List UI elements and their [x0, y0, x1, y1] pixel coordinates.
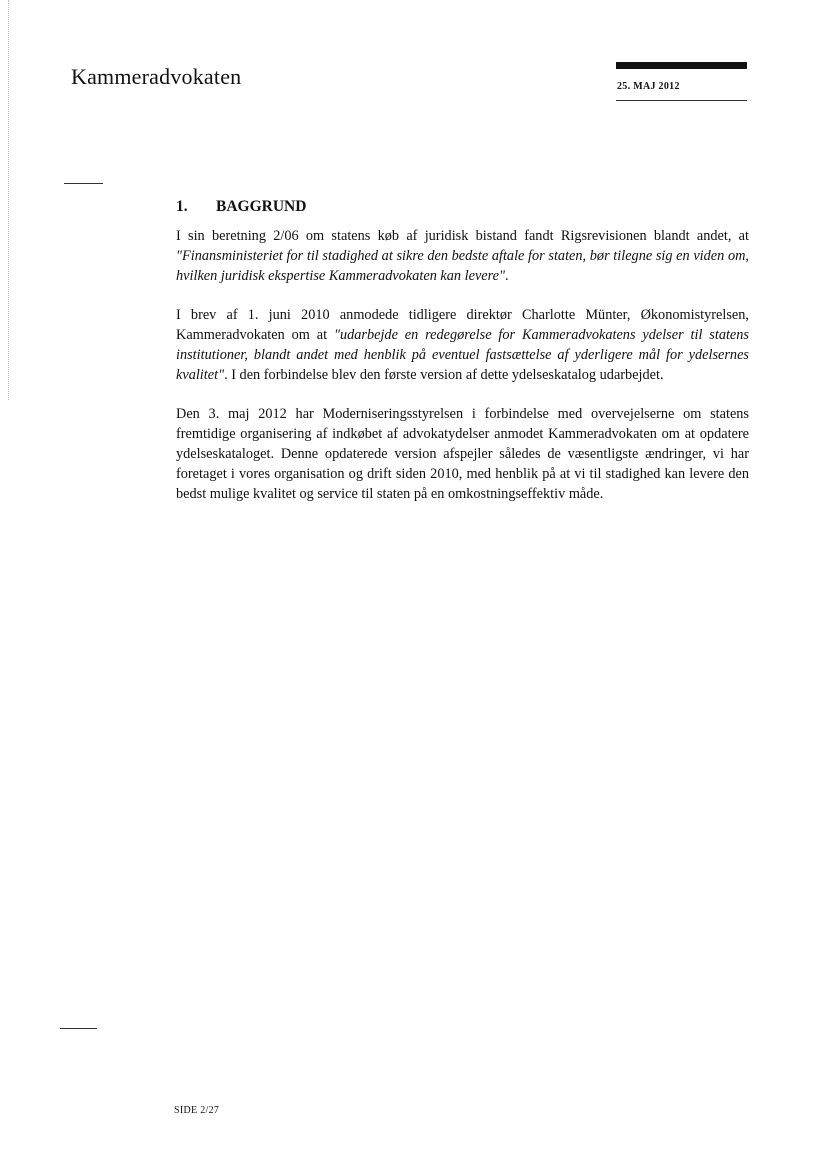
margin-rule-bottom — [60, 1028, 97, 1029]
section-heading — [176, 198, 749, 216]
paragraph-2-quote: "udarbejde en redegørelse for Kammeradvokatens ydelser til statens institutioner, blandt andet med henblik på eventuel fastsættelse af yderligere mål for ydelsernes kvalitet" — [176, 327, 749, 383]
paragraph-2-end: . I den forbindelse blev den første version af dette ydelseskatalog udarbejdet. — [224, 367, 664, 383]
margin-rule-top — [64, 183, 103, 184]
body-content — [176, 198, 749, 523]
date-underline — [616, 100, 747, 101]
header-black-bar — [616, 62, 747, 69]
paragraph-1 — [176, 226, 749, 286]
paragraph-2 — [176, 305, 749, 385]
paragraph-1-end: . — [505, 268, 509, 284]
scan-edge-line — [8, 0, 9, 400]
document-date: 25. MAJ 2012 — [617, 81, 680, 92]
section-number: 1. — [176, 198, 188, 215]
paragraph-1-quote: "Finansministeriet for til stadighed at sikre den bedste aftale for staten, bør tilegne sig en viden om, hvilken juridisk ekspertise Kammeradvokaten kan levere" — [176, 248, 749, 284]
paragraph-3: Den 3. maj 2012 har Moderniseringsstyrelsen i forbindelse med overvejelserne om statens fremtidige organisering af indkøbet af advokatydelser anmodet Kammeradvokaten om at opdatere ydelseskataloget. Denne opdaterede version afspejler således de væsentligste ændringer, vi har foretaget i vores organisation og drift siden 2010, med henblik på at vi til stadighed kan levere den bedst mulige kvalitet og service til staten på en omkostningseffektiv måde. — [176, 406, 749, 502]
paragraph-1-text: I sin beretning 2/06 om statens køb af juridisk bistand fandt Rigsrevisionen blandt andet, at — [176, 228, 749, 244]
paragraph-2-text: I brev af 1. juni 2010 anmodede tidligere direktør Charlotte Münter, Økonomistyrelsen, Kammeradvokaten om at — [176, 307, 749, 343]
section-title: BAGGRUND — [216, 198, 307, 215]
page-number: SIDE 2/27 — [174, 1105, 220, 1116]
org-logo: Kammeradvokaten — [71, 64, 242, 89]
